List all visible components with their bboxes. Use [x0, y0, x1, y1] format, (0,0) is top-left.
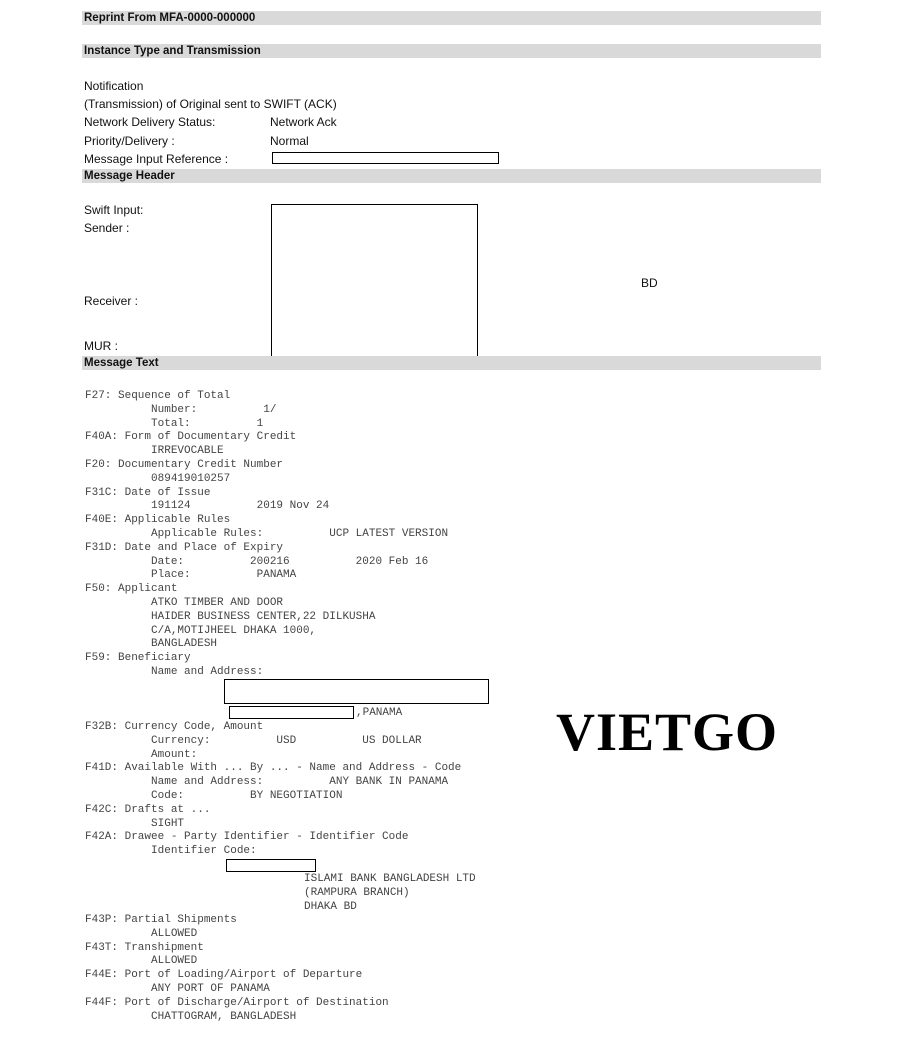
receiver-label: Receiver : [84, 294, 139, 308]
beneficiary-address-redaction [229, 706, 354, 719]
priority-value: Normal [270, 134, 309, 148]
network-status-value: Network Ack [270, 115, 337, 129]
reprint-title: Reprint From MFA-0000-000000 [82, 11, 821, 25]
mur-label: MUR : [84, 339, 118, 353]
mir-label: Message Input Reference : [84, 152, 229, 166]
notification-label: Notification [84, 79, 144, 93]
network-status-label: Network Delivery Status: [84, 115, 216, 129]
header-redaction [271, 204, 478, 357]
message-text-block-1: F27: Sequence of Total Number: 1/ Total: 1 F40A: Form of Documentary Credit IRREVOCABLE F20: Documentary Credit Number 089419010257 F31C: Date of Issue 191124 2019 Nov 24 F40E: Applicable Rules Applicable Rules: UCP LATEST VERSION F31D: Date and Place of Expiry Date: 200216 2020 Feb 16 Place: PANAMA F50: Applicant ATKO TIMBER AND DOOR HAIDER BUSINESS CENTER,22 DILKUSHA C/A,MOTIJHEEL DHAKA 1000, BANGLADESH F59: Beneficiary Name and Address: [85, 390, 449, 678]
sender-label: Sender : [84, 221, 130, 235]
mir-redaction [272, 152, 499, 164]
message-text-block-4: F43P: Partial Shipments ALLOWED F43T: Transhipment ALLOWED F44E: Port of Loading/Airport of Departure ANY PORT OF PANAMA F44F: Port of Discharge/Airport of Destination CHATTOGRAM, BANGLADESH [85, 914, 389, 1023]
beneficiary-name-redaction [224, 679, 489, 704]
country-code: BD [641, 276, 658, 290]
section-message-text-title: Message Text [82, 356, 821, 370]
priority-label: Priority/Delivery : [84, 134, 175, 148]
identifier-code-redaction [226, 859, 316, 872]
section-instance-title: Instance Type and Transmission [82, 44, 821, 58]
message-text-block-2: F32B: Currency Code, Amount Currency: USD US DOLLAR Amount: F41D: Available With ... By ... - Name and Address - Code Name and Address: ANY BANK IN PANAMA Code: BY NEGOTIATION F42C: Drafts at ... SIGHT F42A: Drawee - Party Identifier - Identifier Code Identifier Code: [85, 721, 462, 858]
beneficiary-country: ,PANAMA [356, 707, 403, 719]
drawee-bank: ISLAMI BANK BANGLADESH LTD (RAMPURA BRANCH) DHAKA BD [304, 873, 476, 913]
watermark-logo: VIETGO [556, 702, 779, 762]
swift-input-label: Swift Input: [84, 203, 144, 217]
section-message-header-title: Message Header [82, 169, 821, 183]
transmission-label: (Transmission) of Original sent to SWIFT (ACK) [84, 97, 337, 111]
